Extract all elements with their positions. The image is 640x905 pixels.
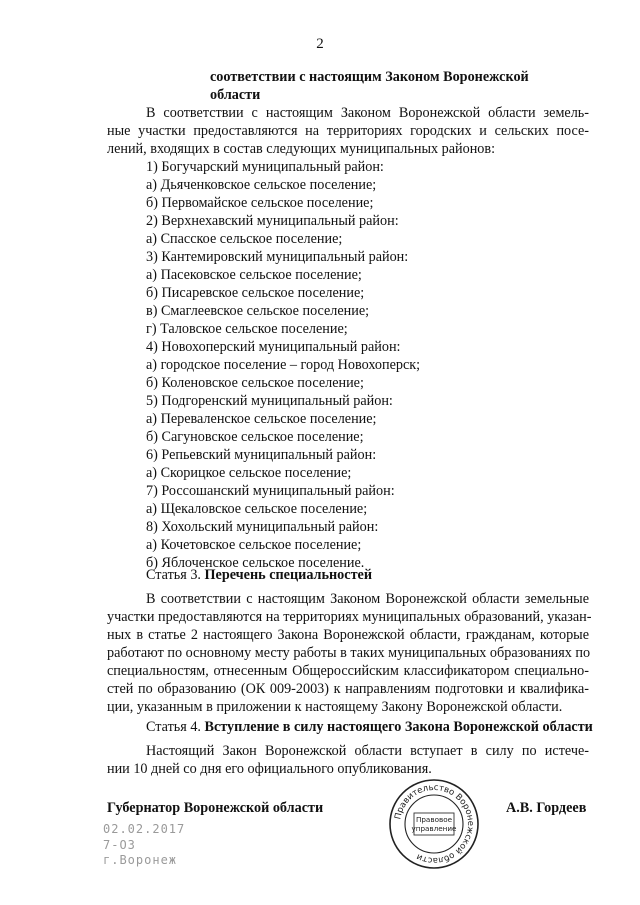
list-item: б) Сагуновское сельское поселение;: [146, 429, 364, 445]
article-4-line: нии 10 дней со дня его официального опубликования.: [107, 761, 432, 777]
article-3-line: работают по основному месту работы в таких муниципальных образованиях по: [107, 645, 591, 661]
list-item: б) Коленовское сельское поселение;: [146, 375, 364, 391]
list-item: 3) Кантемировский муниципальный район:: [146, 249, 409, 265]
article-3-prefix: Статья 3.: [146, 567, 201, 583]
seal-center-line-1: Правовое: [415, 815, 453, 824]
list-item: г) Таловское сельское поселение;: [146, 321, 348, 337]
article-3-title: Перечень специальностей: [204, 567, 373, 583]
article-4-heading: [146, 718, 593, 736]
list-item: б) Яблоченское сельское поселение.: [146, 555, 365, 571]
list-item: 7) Россошанский муниципальный район:: [146, 483, 395, 499]
list-item: 8) Хохольский муниципальный район:: [146, 519, 379, 535]
intro-line: ные участки предоставляются на территориях городских и сельских посе-: [107, 123, 589, 139]
article-3-heading: [146, 566, 372, 584]
seal-ring-text: Правительство Воронежской области: [393, 782, 476, 866]
heading-line-2: области: [210, 87, 261, 103]
article-4-title: Вступление в силу настоящего Закона Воронежской области: [204, 719, 593, 735]
seal-graphic: [388, 778, 480, 870]
stamp-number: 7-ОЗ: [103, 838, 136, 852]
article-3-line: стей по образованию (ОК 009-2003) к направлениям подготовки и квалифика-: [107, 681, 589, 697]
list-item: 2) Верхнехавский муниципальный район:: [146, 213, 399, 229]
intro-line: В соответствии с настоящим Законом Воронежской области земель-: [146, 105, 589, 121]
official-seal: [388, 778, 480, 870]
list-item: а) Дьяченковское сельское поселение;: [146, 177, 377, 193]
governor-title: Губернатор Воронежской области: [107, 800, 324, 816]
article-3-line: специальностям, отнесенным Общероссийским классификатором специально-: [107, 663, 589, 679]
heading-line-1: соответствии с настоящим Законом Воронежской: [210, 69, 529, 85]
list-item: б) Писаревское сельское поселение;: [146, 285, 365, 301]
page-number: 2: [316, 36, 324, 52]
list-item: а) городское поселение – город Новохоперск;: [146, 357, 421, 373]
list-item: а) Кочетовское сельское поселение;: [146, 537, 362, 553]
list-item: а) Спасское сельское поселение;: [146, 231, 343, 247]
seal-center-line-2: управление: [411, 824, 457, 833]
article-4-prefix: Статья 4.: [146, 719, 201, 735]
list-item: 1) Богучарский муниципальный район:: [146, 159, 384, 175]
article-3-line: ных в статье 2 настоящего Закона Воронежской области, гражданам, которые: [107, 627, 589, 643]
list-item: 5) Подгоренский муниципальный район:: [146, 393, 393, 409]
stamp-date: 02.02.2017: [103, 822, 186, 836]
article-3-line: В соответствии с настоящим Законом Воронежской области земельные: [146, 591, 589, 607]
article-3-line: ции, указанным в приложении к настоящему Закону Воронежской области.: [107, 699, 563, 715]
article-3-line: участки предоставляются на территориях муниципальных образований, указан-: [107, 609, 592, 625]
list-item: б) Первомайское сельское поселение;: [146, 195, 374, 211]
list-item: 6) Репьевский муниципальный район:: [146, 447, 377, 463]
article-4-line: Настоящий Закон Воронежской области вступает в силу по истече-: [146, 743, 589, 759]
list-item: 4) Новохоперский муниципальный район:: [146, 339, 401, 355]
governor-name: А.В. Гордеев: [506, 800, 587, 816]
stamp-city: г.Воронеж: [103, 853, 178, 867]
list-item: а) Пасековское сельское поселение;: [146, 267, 362, 283]
intro-line: лений, входящих в состав следующих муниципальных районов:: [107, 141, 496, 157]
list-item: в) Смаглеевское сельское поселение;: [146, 303, 370, 319]
list-item: а) Переваленское сельское поселение;: [146, 411, 377, 427]
list-item: а) Щекаловское сельское поселение;: [146, 501, 368, 517]
list-item: а) Скорицкое сельское поселение;: [146, 465, 352, 481]
